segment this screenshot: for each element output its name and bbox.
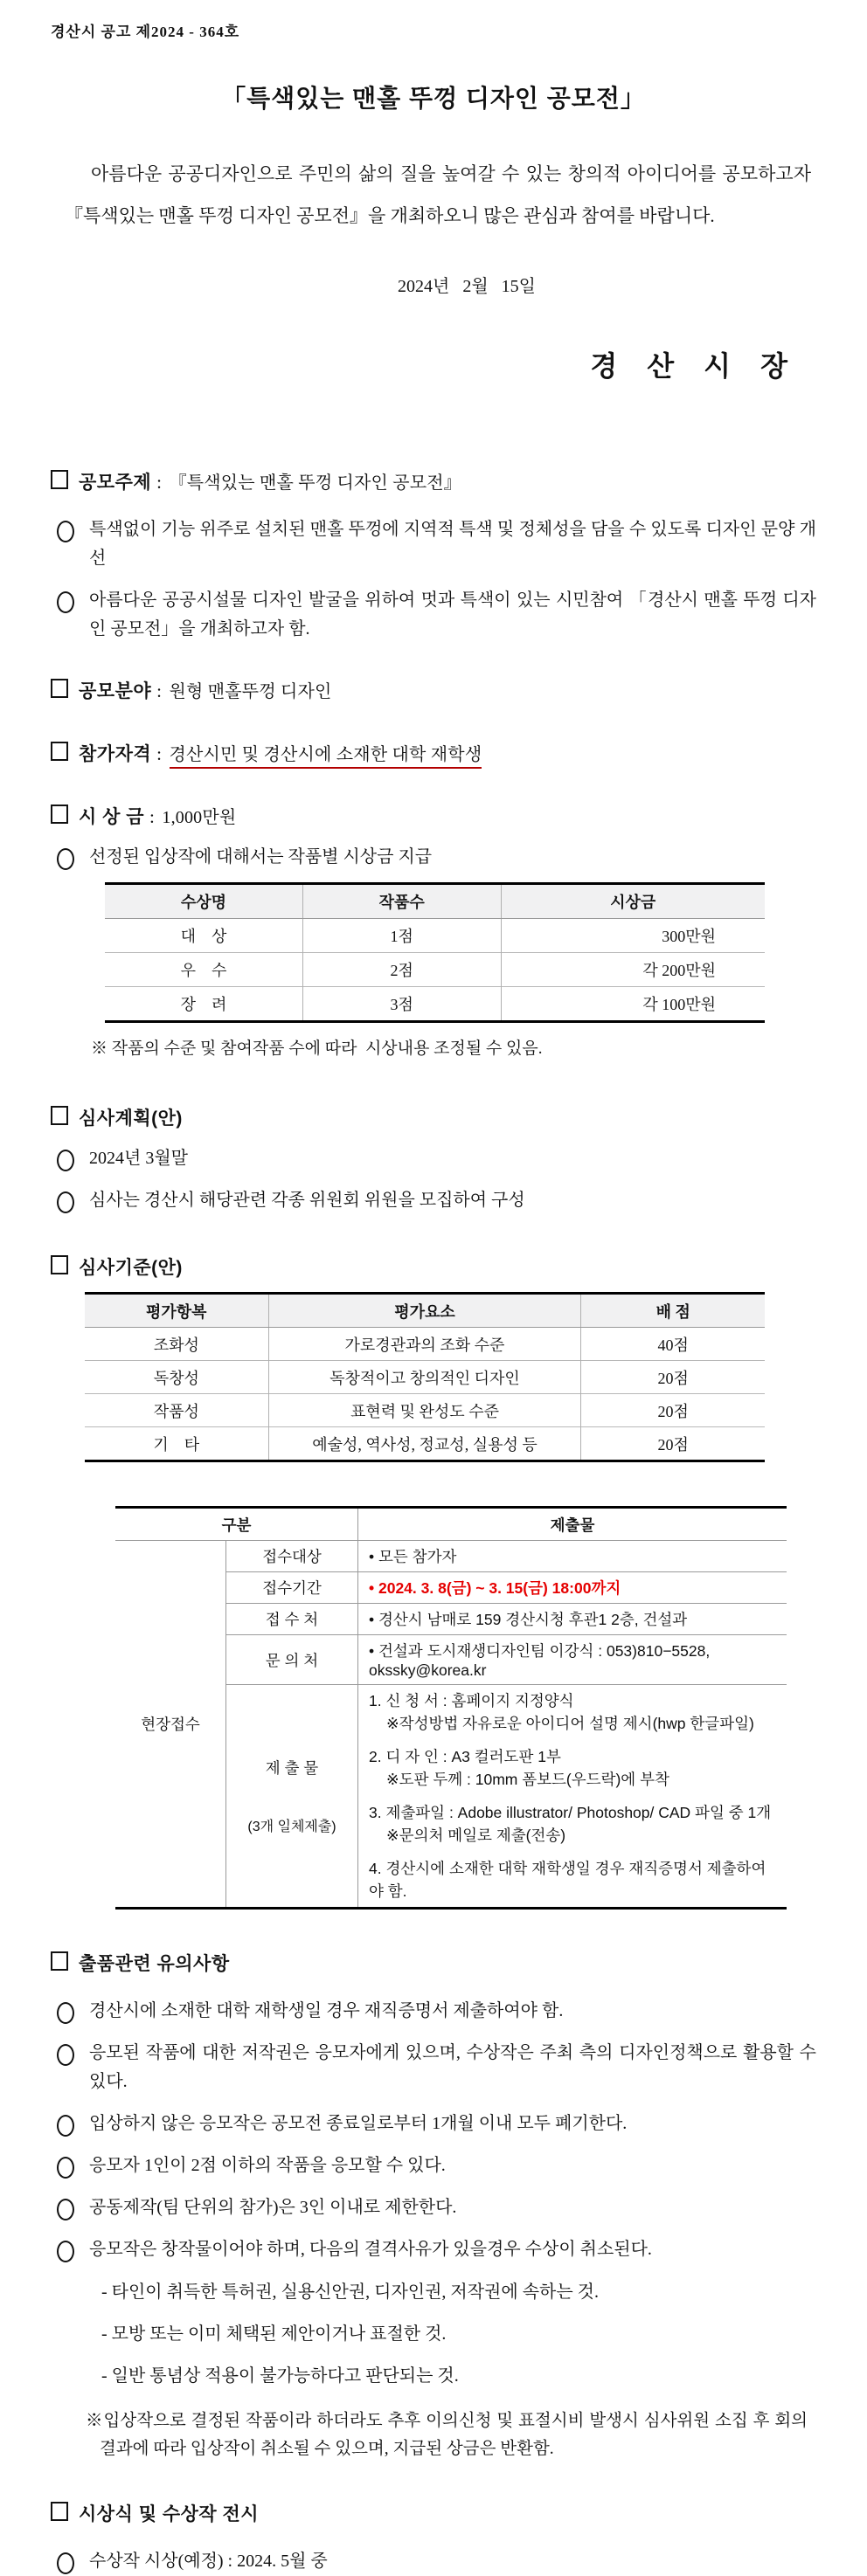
criteria-desc: 표현력 및 완성도 수준 [268, 1394, 581, 1427]
deliverable-note: ※문의처 메일로 제출(전송) [386, 1827, 566, 1844]
criteria-score: 20점 [581, 1427, 765, 1461]
column-header: 작품수 [303, 884, 502, 919]
section-subject [51, 468, 816, 644]
list-item [51, 1186, 816, 1215]
colon-separator: : [156, 472, 163, 493]
section-label: 심사기준(안) [79, 1258, 183, 1278]
section-heading-subject [51, 468, 816, 494]
row-label: 문 의 처 [226, 1635, 358, 1685]
signature-mayor: 경 산 시 장 [590, 350, 799, 382]
section-heading-judging-criteria [51, 1253, 816, 1280]
criteria-desc: 가로경관과의 조화 수준 [268, 1328, 581, 1361]
circle-bullet-icon [57, 591, 74, 613]
criteria-table [85, 1292, 765, 1462]
list-item [51, 1997, 816, 2026]
list-item [51, 2151, 816, 2180]
award-name: 우 수 [105, 953, 303, 987]
section-label: 심사계획(안) [79, 1108, 183, 1129]
square-bullet-icon [51, 805, 68, 824]
colon-separator: : [149, 806, 156, 827]
criteria-score: 40점 [581, 1328, 765, 1361]
criteria-table-header [85, 1294, 765, 1328]
sub-list-item: - 타인이 취득한 특허권, 실용신안권, 디자인권, 저작권에 속하는 것. [101, 2282, 599, 2302]
colon-separator: : [156, 680, 163, 701]
section-judging-criteria [51, 1253, 816, 1462]
section-value: 『특색있는 맨홀 뚜껑 디자인 공모전』 [169, 473, 461, 493]
sub-list-item: - 일반 통념상 적용이 불가능하다고 판단되는 것. [101, 2366, 459, 2386]
deliverables-label-line2: (3개 일체제출) [247, 1820, 336, 1834]
list-item-text: 특색없이 기능 위주로 설치된 맨홀 뚜껑에 지역적 특색 및 정체성을 담을 수 있도록 디자인 문양 개선 [89, 520, 816, 568]
table-row [85, 1394, 765, 1427]
notice-number: 경산시 공고 제2024 - 364호 [51, 24, 240, 40]
list-item [51, 2547, 816, 2576]
award-name: 장 려 [105, 987, 303, 1022]
list-item [51, 2039, 816, 2096]
section-judging-plan [51, 1104, 816, 1215]
section-label: 공모분야 [79, 681, 152, 701]
table-row [105, 919, 765, 953]
section-label: 출품관련 유의사항 [79, 1954, 230, 1974]
section-prize [51, 803, 816, 1059]
row-content: • 모든 참가자 [358, 1541, 787, 1572]
announcement-date: 2024년 2월 15일 [398, 277, 536, 296]
list-item-text: 2024년 3월말 [89, 1149, 188, 1168]
square-bullet-icon [51, 1255, 68, 1274]
section-heading-prize [51, 803, 816, 829]
section-heading-field [51, 677, 816, 703]
list-item-text: 선정된 입상작에 대해서는 작품별 시상금 지급 [89, 847, 433, 867]
deliverable-line: 2. 디 자 인 : A3 컬러도판 1부 [369, 1748, 561, 1765]
section-heading-notes [51, 1950, 816, 1976]
list-item [51, 2110, 816, 2138]
circle-bullet-icon [57, 2044, 74, 2066]
list-item-text: 응모작은 창작물이어야 하며, 다음의 결격사유가 있을경우 수상이 취소된다. [89, 2240, 652, 2259]
section-eligibility [51, 740, 816, 766]
circle-bullet-icon [57, 1191, 74, 1213]
award-note: ※ 작품의 수준 및 참여작품 수에 따라 시상내용 조정될 수 있음. [91, 1039, 543, 1058]
section-value: 원형 맨홀뚜껑 디자인 [169, 682, 332, 701]
square-bullet-icon [51, 679, 68, 698]
row-label: 접수기간 [226, 1572, 358, 1604]
section-field [51, 677, 816, 703]
table-row [85, 1361, 765, 1394]
list-item [51, 2193, 816, 2222]
row-content: • 건설과 도시재생디자인팀 이강식 : 053)810−5528, okssky@korea.kr [358, 1635, 787, 1685]
section-heading-judging-plan [51, 1104, 816, 1130]
criteria-score: 20점 [581, 1394, 765, 1427]
row-content-deadline: • 2024. 3. 8(금) ~ 3. 15(금) 18:00까지 [358, 1572, 787, 1604]
award-count: 3점 [303, 987, 502, 1022]
list-item [51, 843, 816, 872]
submission-table [115, 1506, 787, 1910]
award-money: 각 100만원 [501, 987, 765, 1022]
column-header: 시상금 [501, 884, 765, 919]
list-item [51, 515, 816, 573]
award-name: 대 상 [105, 919, 303, 953]
award-count: 1점 [303, 919, 502, 953]
section-label: 참가자격 [79, 744, 152, 764]
deliverable-note: ※작성방법 자유로운 아이디어 설명 제시(hwp 한글파일) [386, 1715, 754, 1732]
award-money: 각 200만원 [501, 953, 765, 987]
column-header: 평가요소 [268, 1294, 581, 1328]
list-item-text: 수상작 시상(예정) : 2024. 5월 중 [89, 2552, 328, 2571]
criteria-name: 조화성 [85, 1328, 268, 1361]
circle-bullet-icon [57, 2552, 74, 2574]
list-item [51, 586, 816, 644]
square-bullet-icon [51, 1951, 68, 1971]
circle-bullet-icon [57, 2157, 74, 2179]
section-notes [51, 1950, 816, 2463]
list-item-text: 공동제작(팀 단위의 참가)은 3인 이내로 제한한다. [89, 2198, 457, 2217]
list-item-text: 경산시에 소재한 대학 재학생일 경우 재직증명서 제출하여야 함. [89, 2001, 564, 2020]
list-item-text: 심사는 경산시 해당관련 각종 위원회 위원을 모집하여 구성 [89, 1191, 525, 1210]
column-header-item: 제출물 [358, 1508, 787, 1541]
award-table-header [105, 884, 765, 919]
section-ceremony [51, 2500, 816, 2576]
circle-bullet-icon [57, 2199, 74, 2220]
deliverables-content [358, 1685, 787, 1909]
table-row [115, 1541, 787, 1572]
list-item-text: 입상하지 않은 응모작은 공모전 종료일로부터 1개월 이내 모두 폐기한다. [89, 2114, 628, 2133]
deliverable-line: 1. 신 청 서 : 홈페이지 지정양식 [369, 1692, 574, 1709]
square-bullet-icon [51, 470, 68, 489]
row-label: 접수대상 [226, 1541, 358, 1572]
list-item-text: 아름다운 공공시설물 디자인 발굴을 위하여 멋과 특색이 있는 시민참여 「경산시 맨홀 뚜껑 디자인 공모전」을 개최하고자 함. [89, 590, 816, 639]
award-table [105, 882, 765, 1023]
criteria-name: 기 타 [85, 1427, 268, 1461]
table-row [85, 1328, 765, 1361]
intro-paragraph: 아름다운 공공디자인으로 주민의 삶의 질을 높여갈 수 있는 창의적 아이디어를 공모하고자 『특색있는 맨홀 뚜껑 디자인 공모전』을 개최하오니 많은 관심과 참여를 바랍니다. [65, 163, 811, 226]
section-heading-ceremony [51, 2500, 816, 2526]
deliverable-line: 4. 경산시에 소재한 대학 재학생일 경우 재직증명서 제출하여야 함. [369, 1860, 766, 1900]
square-bullet-icon [51, 1106, 68, 1125]
table-row [105, 953, 765, 987]
circle-bullet-icon [57, 521, 74, 542]
criteria-name: 독창성 [85, 1361, 268, 1394]
section-heading-eligibility [51, 740, 816, 766]
list-item-text: 응모된 작품에 대한 저작권은 응모자에게 있으며, 수상작은 주최 측의 디자인정책으로 활용할 수 있다. [89, 2043, 816, 2091]
criteria-score: 20점 [581, 1361, 765, 1394]
deliverable-note: ※도판 두께 : 10mm 폼보드(우드락)에 부착 [386, 1771, 669, 1788]
criteria-name: 작품성 [85, 1394, 268, 1427]
deliverables-label-line1: 제 출 물 [265, 1759, 319, 1777]
deliverables-label [226, 1685, 358, 1909]
section-label: 시 상 금 [79, 807, 145, 827]
deliverable-line: 3. 제출파일 : Adobe illustrator/ Photoshop/ CAD 파일 중 1개 [369, 1804, 772, 1821]
column-header: 배 점 [581, 1294, 765, 1328]
section-label: 공모주제 [79, 473, 152, 493]
award-count: 2점 [303, 953, 502, 987]
sub-list-item: - 모방 또는 이미 체택된 제안이거나 표절한 것. [101, 2324, 447, 2344]
list-item [51, 1144, 816, 1173]
table-row [85, 1427, 765, 1461]
eligibility-value: 경산시민 및 경산시에 소재한 대학 재학생 [170, 745, 482, 769]
page-title: 「특색있는 맨홀 뚜껑 디자인 공모전」 [221, 85, 646, 112]
table-row [105, 987, 765, 1022]
list-item-text: 응모자 1인이 2점 이하의 작품을 응모할 수 있다. [89, 2156, 446, 2175]
criteria-desc: 독창적이고 창의적인 디자인 [268, 1361, 581, 1394]
square-bullet-icon [51, 2502, 68, 2521]
disqualification-note: ※입상작으로 결정된 작품이라 하더라도 추후 이의신청 및 표절시비 발생시 심사위원 소집 후 회의결과에 따라 입상작이 취소될 수 있으며, 지급된 상금은 반환함. [86, 2412, 808, 2458]
colon-separator: : [156, 743, 163, 764]
row-label: 접 수 처 [226, 1604, 358, 1635]
section-label: 시상식 및 수상작 전시 [79, 2504, 260, 2524]
column-header-category: 구분 [115, 1508, 358, 1541]
submission-group-label: 현장접수 [115, 1541, 226, 1909]
column-header: 평가항복 [85, 1294, 268, 1328]
section-value: 1,000만원 [162, 808, 237, 827]
list-item [51, 2235, 816, 2264]
submission-table-header [115, 1508, 787, 1541]
award-money: 300만원 [501, 919, 765, 953]
column-header: 수상명 [105, 884, 303, 919]
circle-bullet-icon [57, 2241, 74, 2262]
row-content: • 경산시 남매로 159 경산시청 후관1 2층, 건설과 [358, 1604, 787, 1635]
circle-bullet-icon [57, 1150, 74, 1171]
circle-bullet-icon [57, 2002, 74, 2024]
circle-bullet-icon [57, 848, 74, 870]
circle-bullet-icon [57, 2115, 74, 2137]
square-bullet-icon [51, 742, 68, 761]
criteria-desc: 예술성, 역사성, 정교성, 실용성 등 [268, 1427, 581, 1461]
